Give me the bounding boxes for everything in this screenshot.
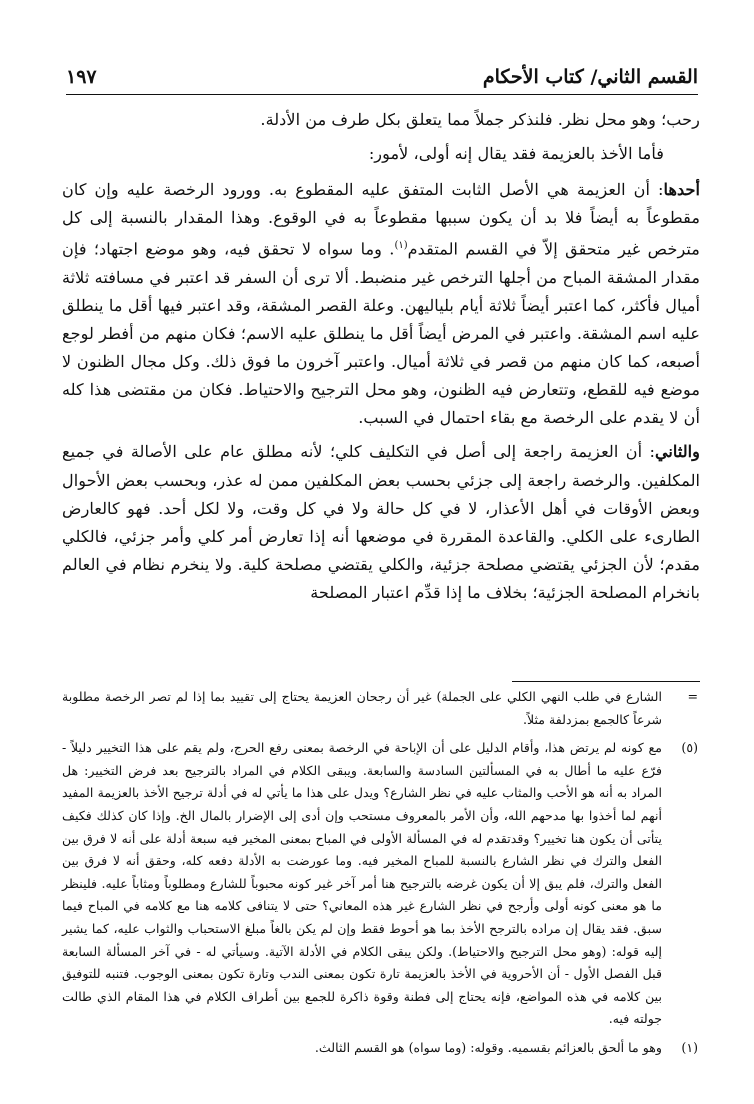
page-number: ١٩٧ [66, 66, 97, 88]
footnote-text: وهو ما ألحق بالعزائم بقسميه. وقوله: (وما سواه) هو القسم الثالث. [314, 1039, 662, 1055]
footnotes [62, 686, 700, 1066]
footnote-item [62, 686, 700, 731]
running-title: القسم الثاني/ كتاب الأحكام [482, 66, 698, 88]
second-argument-lead: والثاني [654, 442, 700, 462]
footnote-text: مع كونه لم يرتض هذا، وأقام الدليل على أن الإباحة في الرخصة بمعنى رفع الحرج، ولم يقم على هذا التخيير دليلاً - فرّع عليه ما أطال به في المسألتين السادسة والسابعة. ويبقى الكلام في المراد بالترجيح بعد فرض التخيير: هل المراد به أنه هو الأحب والمثاب عليه في نظر الشارع؟ ويدل على هذا ما يأتي له في أدلة ترجيح الأخذ بالعزيمة المفيد أنهم لما أخذوا بها مدحهم الله، وأن الأمر بالمعروف مستحب وإن أدى إلى الإضرار بالمال الخ. وإذا كان كذلك فكيف يتأتى أن يكون هنا تخيير؟ وقدتقدم له في المسألة الأولى في المباح بمعنى المخير فيه سبعة أدلة على أنه لا فرق بين الفعل والترك في نظر الشارع بالنسبة للمباح المخير فيه. وما عورضت به الأدلة دفعه كله، وحقق أنه لا فرق بين الفعل والترك، فلم يبق إلا أن يكون غرضه بالترجيح هنا أمر آخر غير كونه محبوباً للشارع ومطلوباً ومثاباً عليه. فلينظر ما هو معنى كونه أولى وأرجح في نظر الشارع غير هذه المعاني؟ حتى لا يتنافى كلامه هنا مع كلامه في المباح فيما سبق. فقد يقال إن مراده بالترجح الأخذ بما هو أحوط فقط وإن لم يكن بالغاً مبلغ الاستحباب والثواب عليه، كما يشير إليه قوله: (وهو محل الترجيح والاحتياط). ولكن يبقى الكلام في الأدلة الآتية. وسيأتي له - في آخر المسألة السابعة قبل الفصل الأول - أن الأحروية في الأخذ بالعزيمة تارة تكون بمعنى الندب وتارة تكون بمعنى الوجوب. فتنبه للتوفيق بين كلامه في هذه المواضع، فإنه يحتاج إلى فطنة وقوة ذاكرة للجمع بين أطراف الكلام في هذا المقام الذي طالت جولته فيه. [62, 740, 662, 1027]
footnote-marker: = [687, 689, 698, 704]
footnote-marker: (١) [681, 1039, 698, 1055]
second-argument-paragraph [62, 438, 700, 607]
subheading-paragraph: فأما الأخذ بالعزيمة فقد يقال إنه أولى، لأمور: [368, 144, 664, 164]
first-argument-paragraph [62, 176, 700, 432]
running-header [66, 60, 698, 95]
footnote-reference[interactable]: (١) [394, 240, 408, 252]
second-argument-text: : أن العزيمة راجعة إلى أصل في التكليف كلي؛ لأنه مطلق عام على الأصالة في جميع المكلفين. والرخصة راجعة إلى جزئي بحسب بعض المكلفين ممن له عذر، وبحسب بعض الأحوال وبعض الأوقات في أهل الأعذار، لا في كل حالة ولا في كل وقت، ولا لكل أحد. فهو كالعارض الطارىء على الكلي. والقاعدة المقررة في موضعها أنه إذا تعارض أمر كلي وأمر جزئي، فالكلي مقدم؛ لأن الجزئي يقتضي مصلحة جزئية، والكلي يقتضي مصلحة كلية. ولا ينخرم نظام في العالم بانخرام المصلحة الجزئية؛ بخلاف ما إذا قدِّم اعتبار المصلحة [62, 442, 700, 602]
first-argument-lead: أحدها [663, 180, 700, 200]
footnote-text: الشارع في طلب النهي الكلي على الجملة) غير أن رجحان العزيمة يحتاج إلى تقييد بما إذا لم تصر الرخصة مطلوبة شرعاً كالجمع بمزدلفة مثلاً. [62, 689, 662, 727]
intro-paragraph: رحب؛ وهو محل نظر. فلنذكر جملاً مما يتعلق بكل طرف من الأدلة. [260, 110, 700, 129]
first-argument-text-cont: . وما سواه لا تحقق فيه، وهو موضع اجتهاد؛ فإن مقدار المشقة المباح من أجلها الترخص غير منضبط. ألا ترى أن السفر قد اعتبر في مسافته ثلاثة أميال فأكثر، كما اعتبر أيضاً ثلاثة أيام بلياليهن. وعلة القصر المشقة، وقد اعتبر فيها أقل ما ينطلق عليه اسم المشقة. واعتبر في المرض أيضاً أقل ما ينطلق عليه الاسم؛ فكان منهم من أفطر لوجع أصبعه، كما كان منهم من قصر في ثلاثة أميال. واعتبر آخرون ما فوق ذلك. وكل مجال الظنون لا موضع فيه للقطع، وتتعارض فيه الظنون، وهو محل الترجيح والاحتياط. فكان من مقتضى هذا كله أن لا يقدم على الرخصة مع بقاء احتمال في السبب. [62, 239, 700, 428]
footnote-separator [512, 681, 700, 682]
first-argument-text: : أن العزيمة هي الأصل الثابت المتفق عليه المقطوع به. وورود الرخصة عليه وإن كان مقطوعاً به أيضاً فلا بد أن يكون سببها مقطوعاً به في الوقوع. وهذا المقدار بالنسبة إلى كل مترخص غير متحقق إلاّ في القسم المتقدم [62, 180, 700, 259]
footnote-marker: (٥) [681, 740, 698, 756]
main-text [62, 106, 700, 613]
footnote-item [62, 737, 700, 1031]
footnote-item [62, 1037, 700, 1060]
